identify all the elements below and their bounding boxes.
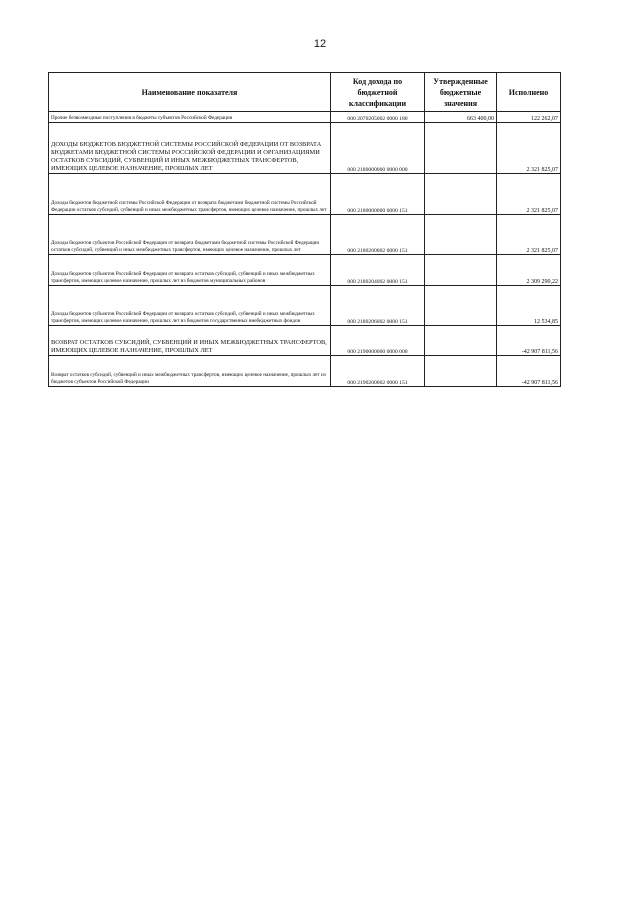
row-code: 000 2070205002 0000 180 [331, 112, 425, 123]
row-name: Доходы бюджетов субъектов Российской Федерации от возврата остатков субсидий, субвенций и иных межбюджетных трансфертов, имеющих целевое назначение, прошлых лет из бюджетов муниципальных районов [49, 255, 331, 286]
table-row [49, 356, 561, 387]
row-executed: 2 321 825,07 [497, 215, 561, 255]
row-approved [425, 174, 497, 215]
row-code: 000 2180000000 0000 151 [331, 174, 425, 215]
row-name: ВОЗВРАТ ОСТАТКОВ СУБСИДИЙ, СУБВЕНЦИЙ И ИНЫХ МЕЖБЮДЖЕТНЫХ ТРАНСФЕРТОВ, ИМЕЮЩИХ ЦЕЛЕВОЕ НАЗНАЧЕНИЕ, ПРОШЛЫХ ЛЕТ [49, 326, 331, 356]
header-approved: Утвержденные бюджетные значения [425, 73, 497, 112]
row-code: 000 2190200002 0000 151 [331, 356, 425, 387]
table-row [49, 286, 561, 326]
row-name: Доходы бюджетов бюджетной системы Российской Федерации от возврата бюджетами бюджетной системы Российской Федерации остатков субсидий, субвенций и иных межбюджетных трансфертов, имеющих целевое назначение, прошлых лет [49, 174, 331, 215]
row-approved [425, 286, 497, 326]
table-row [49, 255, 561, 286]
header-name: Наименование показателя [49, 73, 331, 112]
table-row [49, 215, 561, 255]
row-code: 000 2180000000 0000 000 [331, 123, 425, 174]
row-approved [425, 215, 497, 255]
row-approved [425, 123, 497, 174]
row-code: 000 2180204002 0000 151 [331, 255, 425, 286]
row-approved: 663 400,00 [425, 112, 497, 123]
page-number: 12 [313, 38, 327, 50]
row-executed: 12 534,85 [497, 286, 561, 326]
row-executed: 122 262,07 [497, 112, 561, 123]
row-executed: -42 907 811,56 [497, 356, 561, 387]
row-executed: 2 321 825,07 [497, 174, 561, 215]
table-row [49, 112, 561, 123]
table-header-row [49, 73, 561, 112]
row-code: 000 2190000000 0000 000 [331, 326, 425, 356]
header-code: Код дохода по бюджетной классификации [331, 73, 425, 112]
row-name: ДОХОДЫ БЮДЖЕТОВ БЮДЖЕТНОЙ СИСТЕМЫ РОССИЙСКОЙ ФЕДЕРАЦИИ ОТ ВОЗВРАТА БЮДЖЕТАМИ БЮДЖЕТНОЙ СИСТЕМЫ РОССИЙСКОЙ ФЕДЕРАЦИИ И ОРГАНИЗАЦИЯМИ ОСТАТКОВ СУБСИДИЙ, СУБВЕНЦИЙ И ИНЫХ МЕЖБЮДЖЕТНЫХ ТРАНСФЕРТОВ, ИМЕЮЩИХ ЦЕЛЕВОЕ НАЗНАЧЕНИЕ, ПРОШЛЫХ ЛЕТ [49, 123, 331, 174]
table-row [49, 123, 561, 174]
row-code: 000 2180200002 0000 151 [331, 215, 425, 255]
row-name: Доходы бюджетов субъектов Российской Федерации от возврата остатков субсидий, субвенций и иных межбюджетных трансфертов, имеющих целевое назначение, прошлых лет из бюджетов государственных внебюджетных фондов [49, 286, 331, 326]
budget-revenue-table [48, 72, 561, 387]
row-approved [425, 255, 497, 286]
row-executed: 2 321 825,07 [497, 123, 561, 174]
row-name: Возврат остатков субсидий, субвенций и иных межбюджетных трансфертов, имеющих целевое назначение, прошлых лет из бюджетов субъектов Российской Федерации [49, 356, 331, 387]
row-approved [425, 356, 497, 387]
row-name: Прочие безвозмездные поступления в бюджеты субъектов Российской Федерации [49, 112, 331, 123]
header-executed: Исполнено [497, 73, 561, 112]
row-executed: 2 309 290,22 [497, 255, 561, 286]
row-approved [425, 326, 497, 356]
table-row [49, 326, 561, 356]
row-code: 000 2180206002 0000 151 [331, 286, 425, 326]
row-executed: -42 907 811,56 [497, 326, 561, 356]
table-row [49, 174, 561, 215]
row-name: Доходы бюджетов субъектов Российской Федерации от возврата бюджетами бюджетной системы Российской Федерации остатков субсидий, субвенций и иных межбюджетных трансфертов, имеющих целевое назначение, прошлых лет [49, 215, 331, 255]
